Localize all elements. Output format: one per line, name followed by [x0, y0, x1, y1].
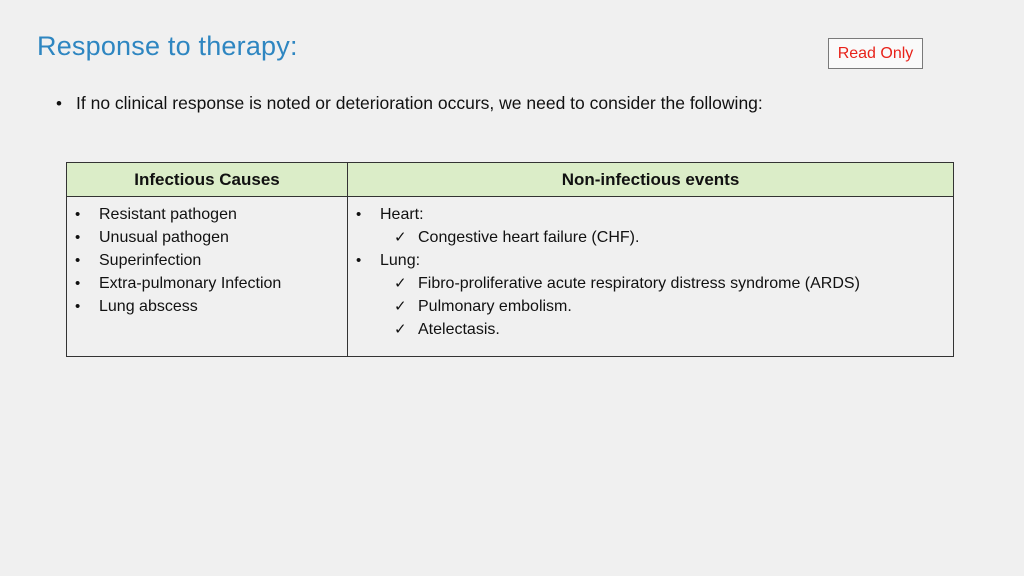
heart-sublist — [380, 226, 953, 249]
list-item — [67, 203, 347, 226]
bullet-icon: • — [56, 93, 62, 113]
bullet-icon: • — [75, 298, 81, 315]
infectious-causes-cell — [67, 197, 348, 357]
list-item — [380, 272, 953, 295]
list-item-lung — [348, 249, 953, 341]
list-item — [67, 249, 347, 272]
list-item — [380, 295, 953, 318]
causes-table — [66, 162, 954, 357]
bullet-icon: • — [75, 252, 81, 269]
lung-sublist — [380, 272, 953, 341]
list-item-text: Congestive heart failure (CHF). — [418, 229, 640, 246]
bullet-icon: • — [75, 229, 81, 246]
infectious-list — [67, 197, 347, 318]
list-item-text: Superinfection — [99, 252, 202, 269]
infectious-causes-header: Infectious Causes — [67, 163, 348, 197]
list-item-text: Heart: — [380, 206, 424, 223]
slide-title: Response to therapy: — [37, 31, 298, 61]
list-item-text: Extra-pulmonary Infection — [99, 275, 282, 292]
bullet-icon: • — [356, 252, 362, 269]
non-infectious-events-header: Non-infectious events — [348, 163, 954, 197]
list-item-text: Pulmonary embolism. — [418, 298, 572, 315]
checkmark-icon: ✓ — [394, 298, 407, 315]
list-item — [67, 272, 347, 295]
bullet-icon: • — [75, 206, 81, 223]
list-item — [380, 318, 953, 341]
intro-line — [56, 93, 763, 114]
list-item — [67, 226, 347, 249]
checkmark-icon: ✓ — [394, 321, 407, 338]
read-only-badge[interactable]: Read Only — [828, 38, 923, 69]
non-infectious-list — [348, 197, 953, 341]
checkmark-icon: ✓ — [394, 275, 407, 292]
table-row — [67, 197, 954, 357]
list-item-text: Resistant pathogen — [99, 206, 237, 223]
bullet-icon: • — [75, 275, 81, 292]
list-item-heart — [348, 203, 953, 249]
list-item-text: Unusual pathogen — [99, 229, 229, 246]
list-item — [67, 295, 347, 318]
non-infectious-events-cell — [348, 197, 954, 357]
list-item — [380, 226, 953, 249]
table-header-row — [67, 163, 954, 197]
intro-text: If no clinical response is noted or deterioration occurs, we need to consider the following: — [76, 93, 763, 113]
bullet-icon: • — [356, 206, 362, 223]
list-item-text: Atelectasis. — [418, 321, 500, 338]
list-item-text: Lung abscess — [99, 298, 198, 315]
list-item-text: Lung: — [380, 252, 421, 269]
list-item-text: Fibro-proliferative acute respiratory distress syndrome (ARDS) — [418, 275, 860, 292]
checkmark-icon: ✓ — [394, 229, 407, 246]
